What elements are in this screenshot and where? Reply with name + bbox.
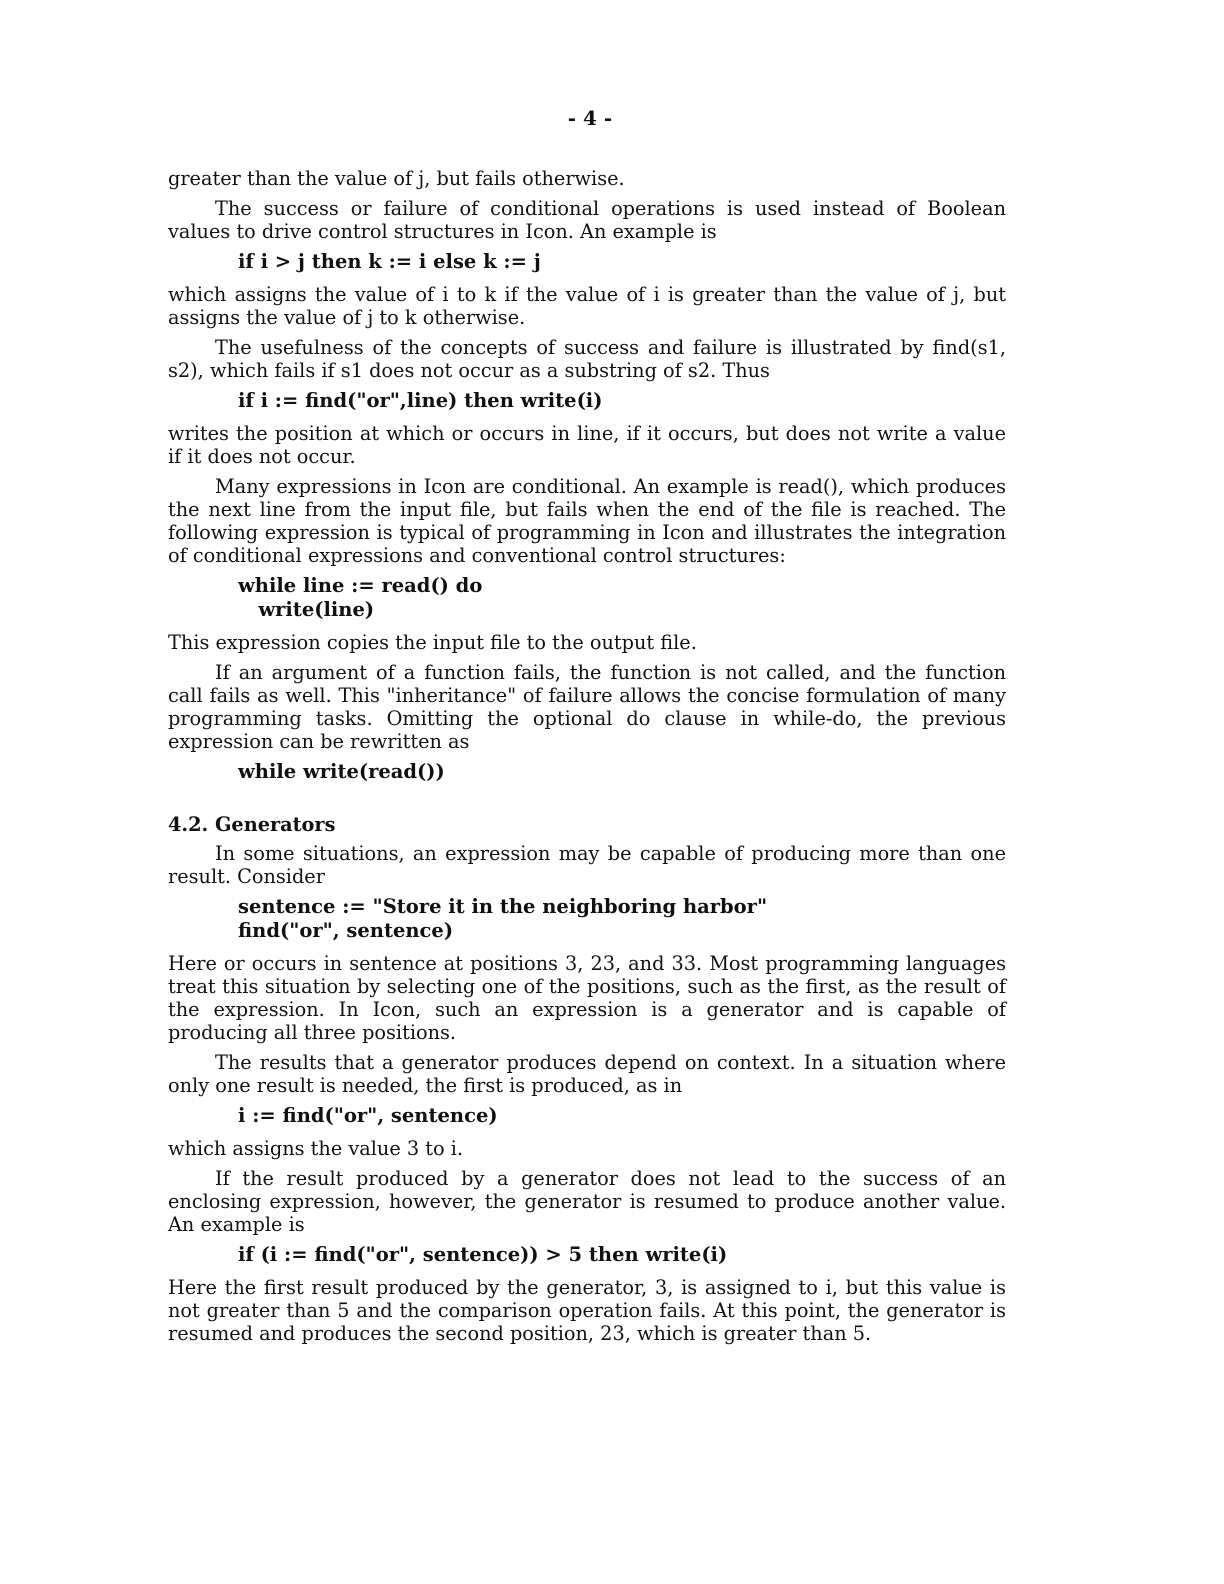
paragraph: Here the first result produced by the generator, 3, is assigned to i, but this value is not greater than 5 and the comparison operation fails. At this point, the generator is resumed and produces the second position, 23, which is greater than 5. xyxy=(168,1276,1006,1345)
paragraph: which assigns the value 3 to i. xyxy=(168,1137,464,1160)
section-heading: 4.2. Generators xyxy=(168,813,336,836)
code-example: sentence := "Store it in the neighboring harbor" find("or", sentence) xyxy=(238,895,768,942)
code-example: if i > j then k := i else k := j xyxy=(238,250,541,273)
paragraph: If the result produced by a generator does not lead to the success of an enclosing expression, however, the generator is resumed to produce another value. An example is xyxy=(168,1167,1006,1236)
paragraph: The success or failure of conditional operations is used instead of Boolean values to drive control structures in Icon. An example is xyxy=(168,197,1006,243)
paragraph: which assigns the value of i to k if the value of i is greater than the value of j, but assigns the value of j to k otherwise. xyxy=(168,283,1006,329)
paragraph: Here or occurs in sentence at positions 3, 23, and 33. Most programming languages treat this situation by selecting one of the positions, such as the first, as the result of the expression. In Icon, such an expression is a generator and is capable of producing all three positions. xyxy=(168,952,1006,1044)
paragraph: greater than the value of j, but fails otherwise. xyxy=(168,167,625,190)
paragraph: In some situations, an expression may be capable of producing more than one result. Consider xyxy=(168,842,1006,888)
paragraph: If an argument of a function fails, the function is not called, and the function call fails as well. This "inheritance" of failure allows the concise formulation of many programming tasks. Omitting the optional do clause in while-do, the previous expression can be rewritten as xyxy=(168,661,1006,753)
paragraph: Many expressions in Icon are conditional. An example is read(), which produces the next line from the input file, but fails when the end of the file is reached. The following expression is typical of programming in Icon and illustrates the integration of conditional expressions and conventional control structures: xyxy=(168,475,1006,567)
code-example: i := find("or", sentence) xyxy=(238,1104,498,1127)
code-example: while line := read() do write(line) xyxy=(238,574,483,621)
paragraph: The usefulness of the concepts of success and failure is illustrated by find(s1, s2), which fails if s1 does not occur as a substring of s2. Thus xyxy=(168,336,1006,382)
body-text xyxy=(168,167,1006,1352)
paragraph: The results that a generator produces depend on context. In a situation where only one result is needed, the first is produced, as in xyxy=(168,1051,1006,1097)
code-example: if i := find("or",line) then write(i) xyxy=(238,389,603,412)
paragraph: writes the position at which or occurs in line, if it occurs, but does not write a value if it does not occur. xyxy=(168,422,1006,468)
code-example: if (i := find("or", sentence)) > 5 then write(i) xyxy=(238,1243,728,1266)
paragraph: This expression copies the input file to the output file. xyxy=(168,631,697,654)
code-example: while write(read()) xyxy=(238,760,445,783)
page-number: - 4 - xyxy=(567,106,613,130)
